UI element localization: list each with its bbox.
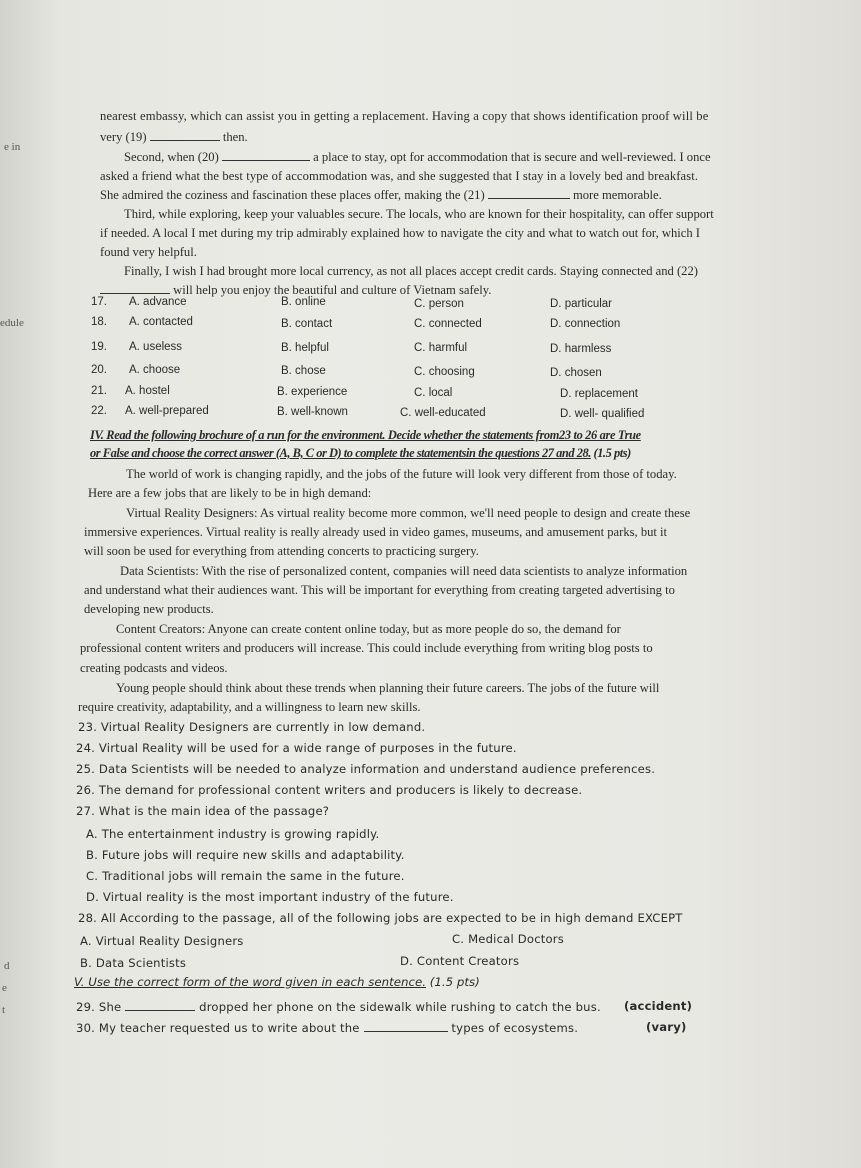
option-c[interactable]: C. connected — [414, 318, 482, 330]
option-27c[interactable]: C. Traditional jobs will remain the same in the future. — [86, 869, 405, 883]
option-a[interactable]: A. useless — [129, 341, 183, 353]
option-27a[interactable]: A. The entertainment industry is growing rapidly. — [86, 827, 380, 841]
passage-line: Third, while exploring, keep your valuables secure. The locals, who are known for their hospitality, can offer support — [124, 207, 714, 221]
option-d[interactable]: D. harmless — [550, 343, 612, 355]
option-b[interactable]: B. contact — [281, 318, 333, 330]
passage-line: Young people should think about these trends when planning their future careers. The jobs of the future will — [116, 681, 660, 695]
option-number: 19. — [91, 341, 107, 353]
option-number: 17. — [91, 296, 107, 308]
section-4-instruction: or False and choose the correct answer (A, B, C or D) to complete the statementsin the questions 27 and 28. — [90, 446, 591, 460]
passage-line: and understand what their audiences want. This will be important for everything from creating targeted advertising to — [84, 583, 675, 597]
passage-line: will soon be used for everything from attending concerts to practicing surgery. — [84, 544, 479, 558]
gap-label-19: very (19) — [100, 130, 147, 144]
blank-20[interactable] — [222, 149, 310, 161]
passage-line: nearest embassy, which can assist you in getting a replacement. Having a copy that shows identification proof will be — [100, 109, 709, 123]
section-5-instruction: V. Use the correct form of the word given in each sentence. — [74, 975, 426, 989]
margin-note: d — [4, 960, 10, 972]
question-number: 29. She — [76, 1000, 122, 1014]
option-a[interactable]: A. choose — [129, 364, 181, 376]
blank-19[interactable] — [150, 129, 220, 141]
passage-line: Data Scientists: With the rise of personalized content, companies will need data scientists to analyze information — [120, 564, 688, 578]
passage-line — [100, 187, 662, 203]
margin-note: t — [2, 1004, 6, 1016]
option-c[interactable]: C. well-educated — [400, 407, 486, 419]
passage-line: creating podcasts and videos. — [80, 661, 228, 675]
question-27: 27. What is the main idea of the passage? — [76, 804, 330, 818]
question-number: 30. My teacher requested us to write about the — [76, 1021, 360, 1035]
question-25: 25. Data Scientists will be needed to analyze information and understand audience preferences. — [76, 762, 656, 776]
option-a[interactable]: A. hostel — [125, 385, 170, 397]
option-b[interactable]: B. experience — [277, 386, 348, 398]
section-5-title — [74, 975, 480, 989]
passage-line: The world of work is changing rapidly, and the jobs of the future will look very different from those of today. — [126, 467, 677, 481]
passage-line: Finally, I wish I had brought more local currency, as not all places accept credit cards. Staying connected and (22) — [124, 264, 698, 278]
section-4-title — [90, 446, 631, 461]
option-28a[interactable]: A. Virtual Reality Designers — [80, 934, 244, 948]
passage-line: if needed. A local I met during my trip admirably explained how to navigate the city and what to watch out for, which I — [100, 226, 700, 240]
passage-text: then. — [222, 130, 248, 144]
question-23: 23. Virtual Reality Designers are currently in low demand. — [78, 720, 426, 734]
option-c[interactable]: C. local — [414, 387, 453, 399]
margin-note: e in — [4, 141, 21, 153]
blank-29[interactable] — [125, 999, 195, 1011]
passage-line: immersive experiences. Virtual reality is really already used in video games, museums, and amusement parks, but it — [84, 525, 668, 539]
passage-text: a place to stay, opt for accommodation that is secure and well-reviewed. I once — [313, 150, 711, 164]
passage-line: asked a friend what the best type of accommodation was, and she suggested that I stay in a lovely bed and breakfast. — [100, 169, 699, 183]
question-26: 26. The demand for professional content writers and producers is likely to decrease. — [76, 783, 583, 797]
option-a[interactable]: A. contacted — [129, 316, 193, 328]
question-24: 24. Virtual Reality will be used for a wide range of purposes in the future. — [76, 741, 517, 755]
passage-text: more memorable. — [572, 188, 662, 202]
option-c[interactable]: C. person — [414, 298, 464, 310]
option-d[interactable]: D. connection — [550, 318, 621, 330]
option-number: 20. — [91, 364, 107, 376]
margin-note: edule — [0, 317, 24, 329]
passage-line: developing new products. — [84, 602, 214, 616]
points-label: (1.5 pts) — [429, 975, 480, 989]
gap-label-20: Second, when (20) — [124, 150, 219, 164]
option-number: 18. — [91, 316, 107, 328]
passage-line — [100, 129, 248, 145]
gap-label-21: She admired the coziness and fascination these places offer, making the (21) — [100, 188, 485, 202]
option-a[interactable]: A. well-prepared — [125, 405, 209, 417]
option-d[interactable]: D. well- qualified — [560, 408, 645, 420]
option-b[interactable]: B. well-known — [277, 406, 348, 418]
option-b[interactable]: B. helpful — [281, 342, 329, 354]
points-label: (1.5 pts) — [593, 446, 631, 460]
passage-line: require creativity, adaptability, and a willingness to learn new skills. — [78, 700, 421, 714]
passage-line: Here are a few jobs that are likely to be in high demand: — [88, 486, 372, 500]
option-27b[interactable]: B. Future jobs will require new skills and adaptability. — [86, 848, 405, 862]
option-number: 21. — [91, 385, 107, 397]
passage-line — [124, 149, 711, 165]
question-text: dropped her phone on the sidewalk while rushing to catch the bus. — [199, 1000, 601, 1014]
passage-line: found very helpful. — [100, 245, 197, 259]
option-a[interactable]: A. advance — [129, 296, 187, 308]
word-hint-29: (accident) — [624, 999, 693, 1013]
option-b[interactable]: B. online — [281, 296, 326, 308]
option-c[interactable]: C. choosing — [414, 366, 475, 378]
blank-22[interactable] — [100, 282, 170, 294]
blank-21[interactable] — [488, 187, 570, 199]
option-27d[interactable]: D. Virtual reality is the most important industry of the future. — [86, 890, 454, 904]
question-30 — [76, 1020, 578, 1035]
option-number: 22. — [91, 405, 107, 417]
option-28c[interactable]: C. Medical Doctors — [452, 932, 565, 946]
option-d[interactable]: D. chosen — [550, 367, 602, 379]
margin-note: e — [2, 982, 7, 994]
question-text: types of ecosystems. — [451, 1021, 579, 1035]
option-28d[interactable]: D. Content Creators — [400, 954, 520, 968]
passage-line: Virtual Reality Designers: As virtual reality become more common, we'll need people to design and create these — [126, 506, 691, 520]
word-hint-30: (vary) — [646, 1020, 687, 1034]
question-28: 28. All According to the passage, all of the following jobs are expected to be in high demand EXCEPT — [78, 911, 683, 925]
option-d[interactable]: D. replacement — [560, 388, 638, 400]
passage-text: will help you enjoy the beautiful and culture of Vietnam safely. — [173, 283, 492, 297]
passage-line: professional content writers and producers will increase. This could include everything from writing blog posts to — [80, 641, 653, 655]
option-d[interactable]: D. particular — [550, 298, 612, 310]
option-b[interactable]: B. chose — [281, 365, 326, 377]
section-4-title: IV. Read the following brochure of a run for the environment. Decide whether the statements from23 to 26 are True — [90, 428, 641, 442]
question-29 — [76, 999, 601, 1014]
option-28b[interactable]: B. Data Scientists — [80, 956, 187, 970]
blank-30[interactable] — [364, 1020, 448, 1032]
passage-line: Content Creators: Anyone can create content online today, but as more people do so, the demand for — [116, 622, 621, 636]
option-c[interactable]: C. harmful — [414, 342, 468, 354]
